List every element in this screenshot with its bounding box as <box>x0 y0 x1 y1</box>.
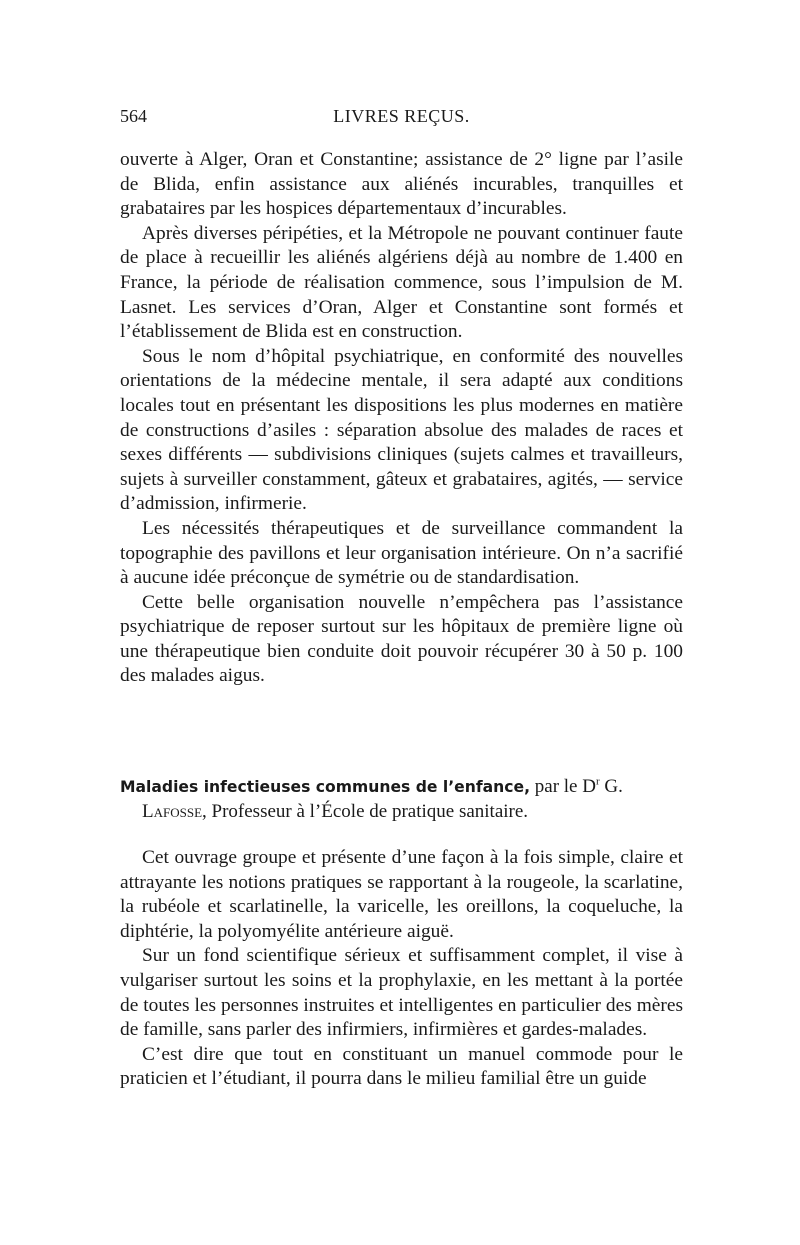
running-head <box>120 106 683 130</box>
paragraph: Cette belle organisation nouvelle n’empêchera pas l’assistance psychiatrique de reposer surtout sur les hôpitaux de première ligne où une thérapeutique bien conduite doit pouvoir récupérer 30 à 50 p. 100 des malades aigus. <box>120 591 683 687</box>
paragraph: Les nécessités thérapeutiques et de surveillance commandent la topographie des pavillons et leur organisation intérieure. On n’a sacrifié à aucune idée préconçue de symétrie ou de standardisation. <box>120 517 683 589</box>
running-title: LIVRES REÇUS. <box>333 106 470 126</box>
author-name: Lafosse <box>142 800 203 822</box>
by-text: par le <box>534 776 578 797</box>
paragraph: Après diverses péripéties, et la Métropole ne pouvant continuer faute de place à recueillir les aliénés algériens déjà au nombre de 1.400 en France, la période de réalisation commence, sous l’impulsion de M. Lasnet. Les services d’Oran, Alger et Constantine sont formés et l’établissement de Blida est en construction. <box>120 222 683 343</box>
spacer <box>120 824 683 846</box>
book-review <box>120 775 683 1092</box>
author-initial: G. <box>604 776 623 797</box>
paragraph: Cet ouvrage groupe et présente d’une façon à la fois simple, claire et attrayante les notions pratiques se rapportant à la rougeole, la scarlatine, la rubéole et scarlatinelle, la varicelle, les oreillons, la coqueluche, la diphtérie, la polyomyélite antérieure aiguë. <box>120 847 683 942</box>
doctor-abbrev: D <box>582 776 596 797</box>
book-title: Maladies infectieuses communes de l’enfance, <box>120 778 531 796</box>
continued-review-text <box>120 148 683 689</box>
paragraph: Sous le nom d’hôpital psychiatrique, en conformité des nouvelles orientations de la médecine mentale, il sera adapté aux conditions locales tout en présentant les dispositions les plus modernes en matière de constructions d’asiles : séparation absolue des malades de races et sexes différents — subdivisions cliniques (sujets calmes et travailleurs, sujets à surveiller constamment, gâteux et grabataires, agités, — service d’admission, infirmerie. <box>120 345 683 515</box>
paragraph: Sur un fond scientifique sérieux et suffisamment complet, il vise à vulgariser surtout les soins et la prophylaxie, en les mettant à la portée de toutes les personnes instruites et intelligentes en particulier des mères de famille, sans parler des infirmiers, infirmières et gardes-malades. <box>120 945 683 1041</box>
review-heading <box>120 775 683 824</box>
doctor-superscript: r <box>595 775 600 788</box>
author-role: , Professeur à l’École de pratique sanitaire. <box>202 800 529 822</box>
page-number: 564 <box>120 106 147 126</box>
paragraph: ouverte à Alger, Oran et Constantine; assistance de 2° ligne par l’asile de Blida, enfin assistance aux aliénés incurables, tranquilles et grabataires par les hospices départementaux d’incurables. <box>120 149 683 220</box>
paragraph: C’est dire que tout en constituant un manuel commode pour le praticien et l’étudiant, il pourra dans le milieu familial être un guide <box>120 1043 683 1090</box>
